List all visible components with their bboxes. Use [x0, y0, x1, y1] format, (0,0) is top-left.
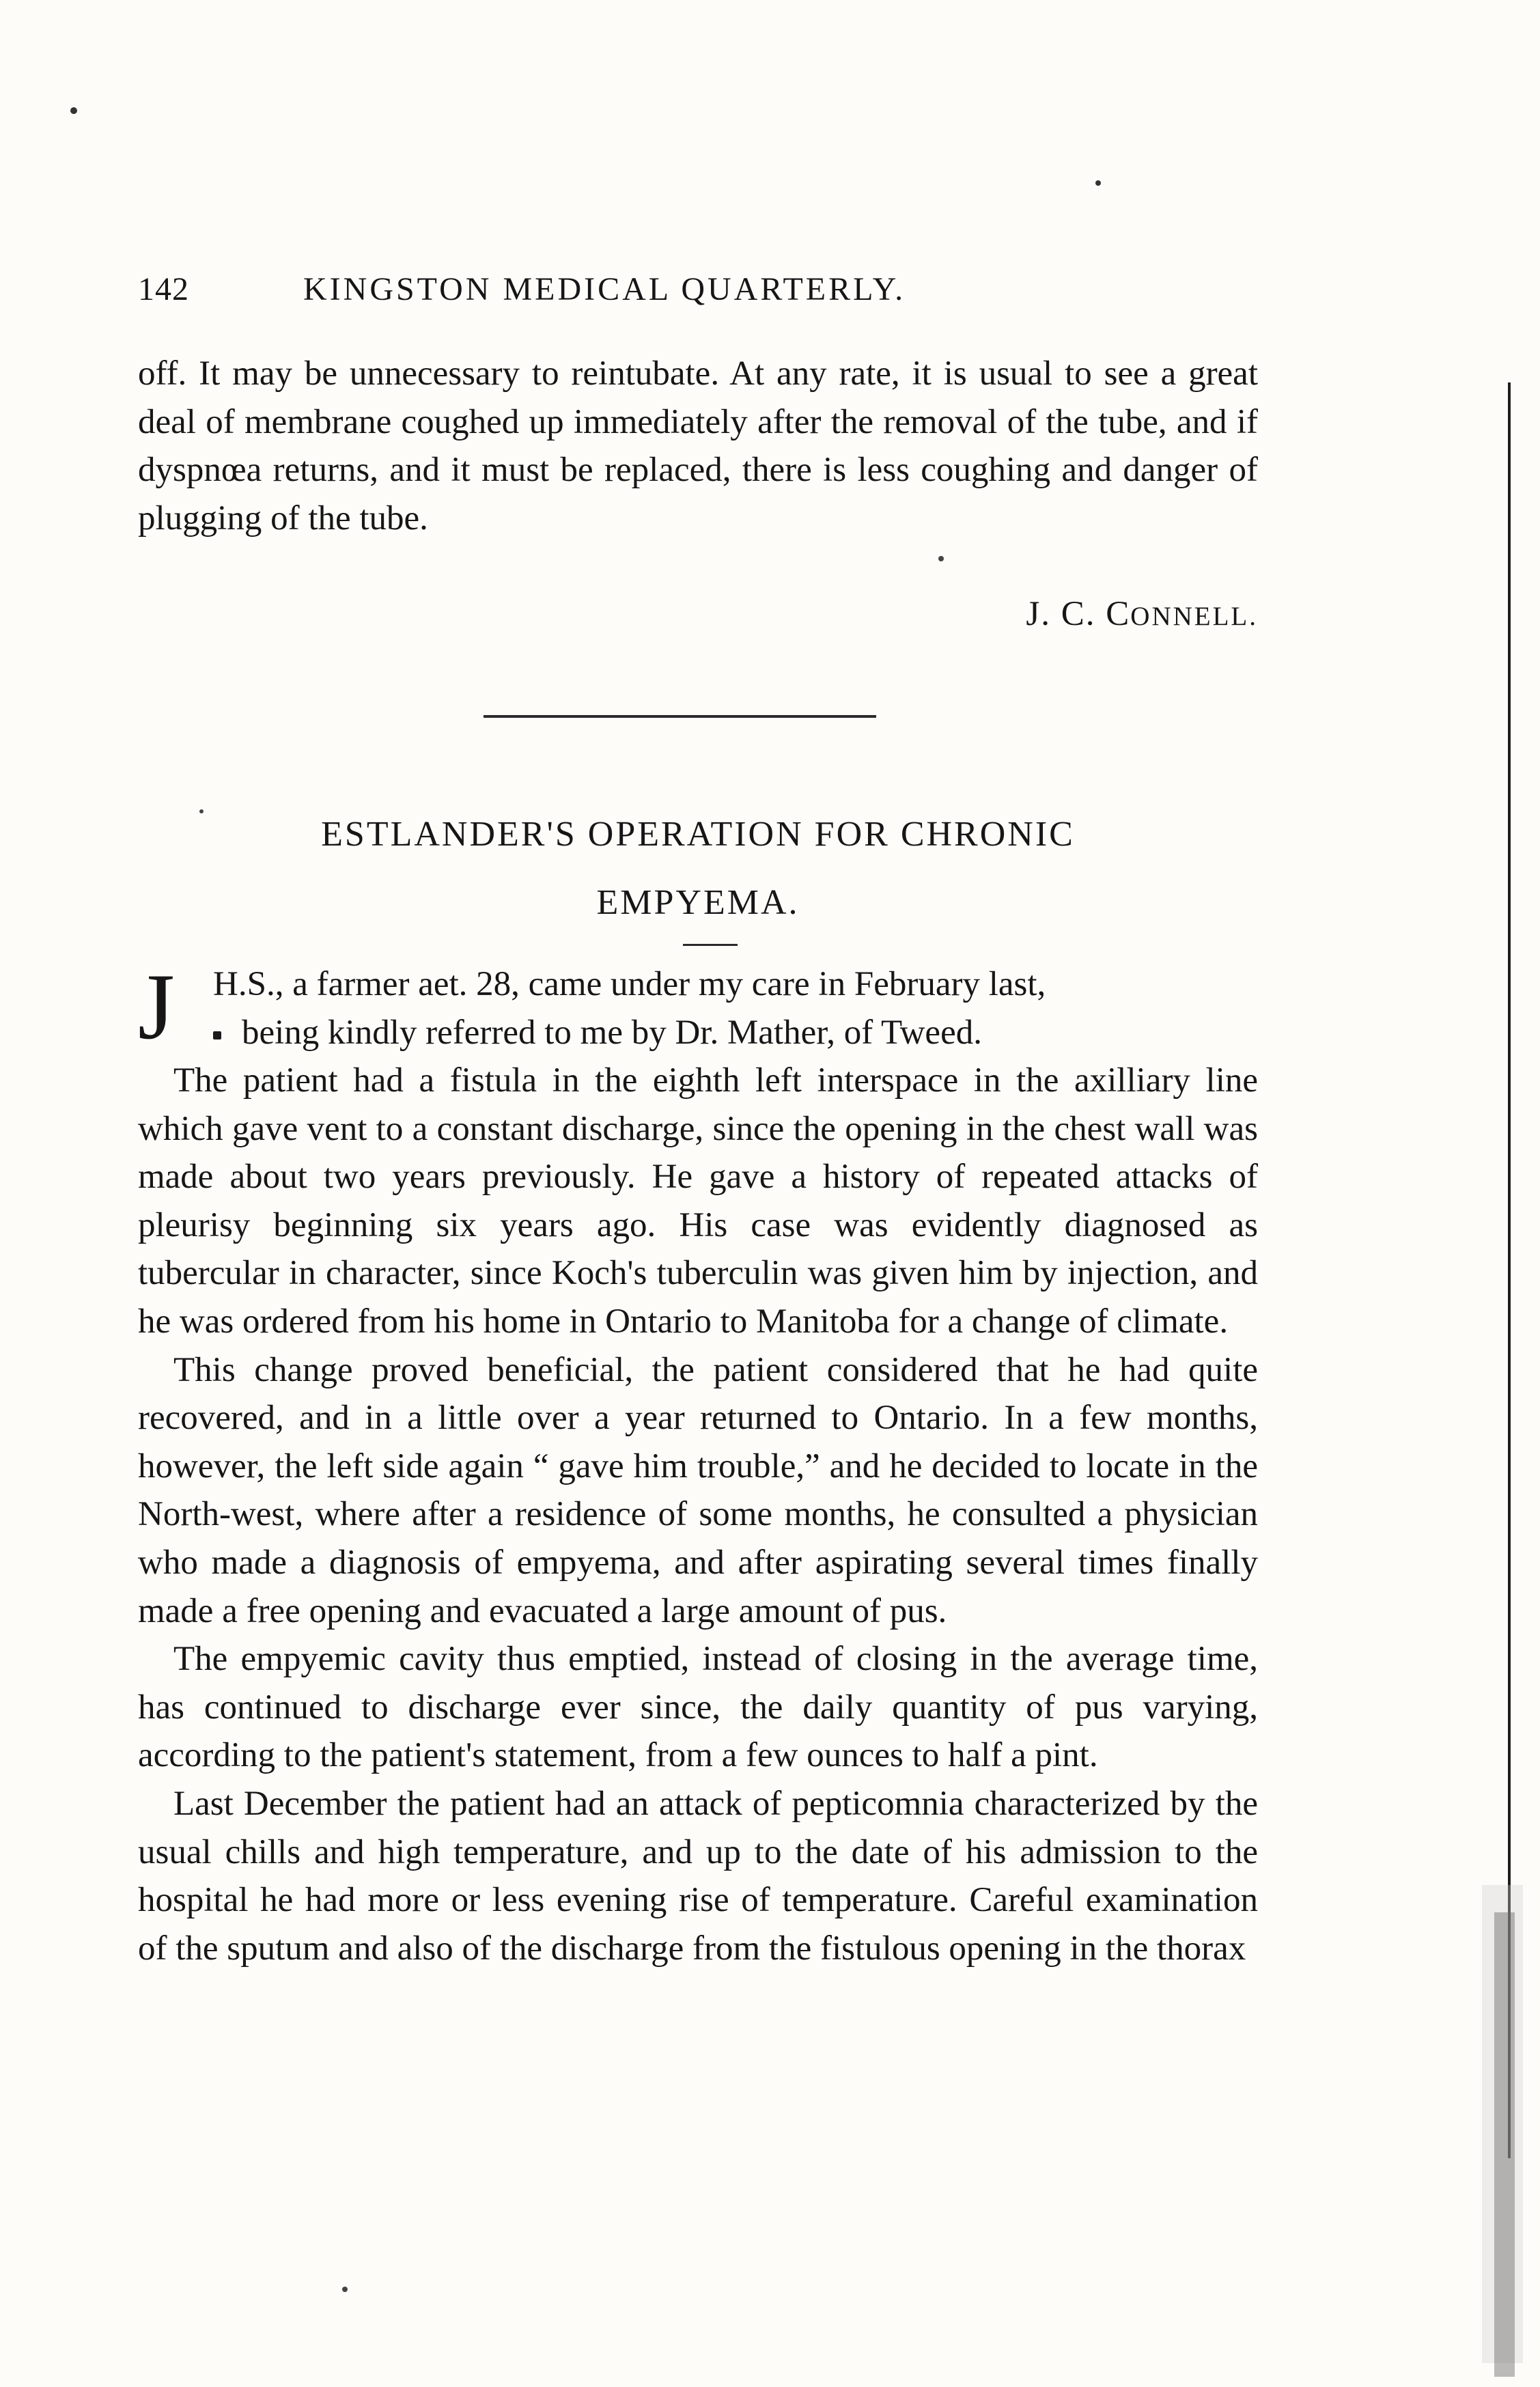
speck-mark: [342, 2287, 348, 2292]
journal-title: KINGSTON MEDICAL QUARTERLY.: [303, 271, 906, 307]
drop-cap: J: [138, 954, 175, 1059]
previous-article-paragraph: off. It may be unnecessary to reintubate. At any rate, it is usual to see a great deal of membrane coughed up immediately after the removal of the tube, and if dyspnœa returns, and it must be replaced, there is less coughing and danger of plugging of the tube.: [138, 354, 1258, 538]
binding-shadow-dark: [1494, 1912, 1515, 2377]
dot-mark: [213, 1031, 221, 1039]
opening-line-2-text: being kindly referred to me by Dr. Mather, of Tweed.: [242, 1013, 982, 1052]
previous-article-ending: [138, 350, 1258, 542]
author-signature: [1026, 594, 1258, 634]
running-head: [138, 270, 1258, 332]
speck-mark: [1095, 180, 1101, 186]
body-paragraph-1: The patient had a fistula in the eighth left interspace in the axilliary line which gave vent to a constant discharge, since the opening in the chest wall was made about two years previously. He gave a history of repeated attacks of pleurisy beginning six years ago. His case was evidently diagnosed as tubercular in character, since Koch's tuberculin was given him by injection, and he was ordered from his home in Ontario to Manitoba for a change of climate.: [138, 1061, 1258, 1341]
speck-mark: [199, 809, 204, 813]
title-underline: [683, 944, 738, 946]
opening-line-1: H.S., a farmer aet. 28, came under my care in February last,: [213, 965, 1046, 1003]
binding-shadow: [1482, 1885, 1523, 2363]
body-paragraph-4: Last December the patient had an attack of pepticomnia characterized by the usual chills and high temperature, and up to the date of his admission to the hospital he had more or less evening rise of temperature. Careful examination of the sputum and also of the discharge from the fistulous opening in the thorax: [138, 1784, 1258, 1968]
section-divider: [484, 715, 876, 718]
article-title-line-2: EMPYEMA.: [596, 883, 800, 922]
opening-line-2: [213, 1009, 1258, 1057]
signature-initials: J. C. C: [1026, 595, 1131, 633]
speck-mark: [938, 556, 944, 561]
speck-mark: [70, 107, 77, 114]
article-title-line-1: ESTLANDER'S OPERATION FOR CHRONIC: [321, 815, 1075, 854]
page-number: 142: [138, 271, 189, 307]
body-paragraph-2: This change proved beneficial, the patient considered that he had quite recovered, and in a little over a year returned to Ontario. In a few months, however, the left side again “ gave him trouble,” and he decided to locate in the North-west, where after a residence of some months, he consulted a physician who made a diagnosis of empyema, and after aspirating several times finally made a free opening and evacuated a large amount of pus.: [138, 1350, 1258, 1630]
binding-edge-line: [1508, 382, 1511, 2158]
body-paragraph-3: The empyemic cavity thus emptied, instead of closing in the average time, has continued to discharge ever since, the daily quantity of pus varying, according to the patient's statement, from a few ounces to half a pint.: [138, 1640, 1258, 1775]
signature-surname: ONNELL.: [1130, 602, 1258, 631]
article-body: [138, 1057, 1258, 1972]
